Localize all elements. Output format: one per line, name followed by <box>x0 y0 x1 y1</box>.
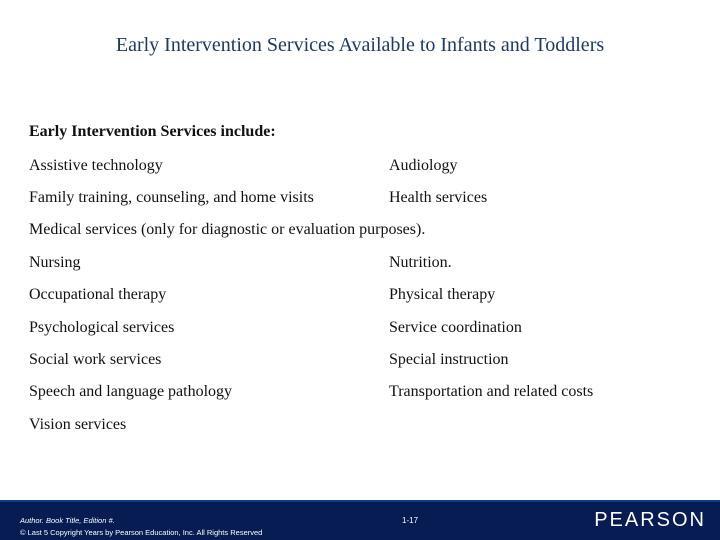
slide-title: Early Intervention Services Available to Infants and Toddlers <box>115 34 605 56</box>
pearson-logo: PEARSON <box>594 509 706 531</box>
service-item-assistive-technology: Assistive technology <box>29 157 163 174</box>
service-item-nursing: Nursing <box>29 254 81 271</box>
service-item-service-coordination: Service coordination <box>389 319 522 336</box>
service-item-transportation: Transportation and related costs <box>389 383 594 400</box>
service-item-psychological-services: Psychological services <box>29 319 175 336</box>
service-item-nutrition: Nutrition. <box>389 254 452 271</box>
footer-bar <box>0 500 720 540</box>
service-item-special-instruction: Special instruction <box>389 351 509 368</box>
service-item-medical-services: Medical services (only for diagnostic or evaluation purposes). <box>29 221 426 238</box>
service-item-speech-language: Speech and language pathology <box>29 383 233 400</box>
subheading: Early Intervention Services include: <box>29 123 276 140</box>
service-item-family-training: Family training, counseling, and home visits <box>29 189 314 206</box>
footer-citation-title: Author. Book Title, Edition #. <box>20 516 115 525</box>
footer-divider <box>0 500 720 502</box>
footer-copyright: © Last 5 Copyright Years by Pearson Education, Inc. All Rights Reserved <box>20 528 263 537</box>
service-item-audiology: Audiology <box>389 157 458 174</box>
service-item-occupational-therapy: Occupational therapy <box>29 286 167 303</box>
service-item-health-services: Health services <box>389 189 488 206</box>
service-item-social-work: Social work services <box>29 351 162 368</box>
page-number: 1-17 <box>402 516 419 525</box>
service-item-physical-therapy: Physical therapy <box>389 286 496 303</box>
service-item-vision: Vision services <box>29 416 127 433</box>
